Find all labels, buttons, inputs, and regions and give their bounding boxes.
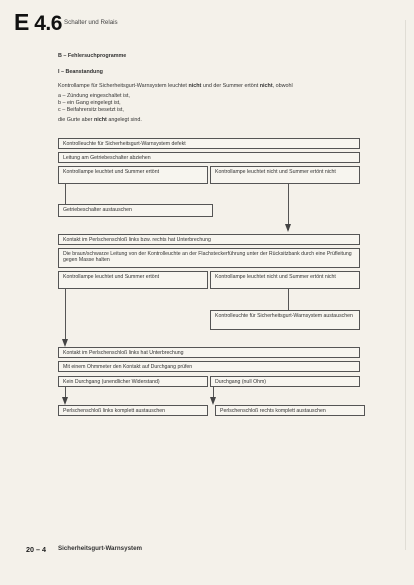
flow-box-lamp-on-1: Kontrollampe leuchtet und Summer ertönt — [58, 166, 208, 184]
section-code — [14, 9, 62, 36]
flow-box-replace-switch: Getriebeschalter austauschen — [58, 204, 213, 217]
page-margin-rule — [405, 20, 406, 550]
section-title: Schalter und Relais — [64, 19, 118, 26]
condition-b: b – ein Gang eingelegt ist, — [58, 100, 121, 106]
flow-box-left-interruption: Kontakt im Perlschenschloß links hat Unterbrechung — [58, 347, 360, 358]
flow-connector — [288, 289, 289, 310]
complaint-text-mid: und der Summer ertönt — [201, 83, 260, 89]
flow-box-lamp-off-1: Kontrollampe leuchtet nicht und Summer ertönt nicht — [210, 166, 360, 184]
section-code-letter: E — [14, 9, 29, 35]
footer-title: Sicherheitsgurt-Warnsystem — [58, 545, 143, 552]
flow-box-lamp-on-2: Kontrollampe leuchtet und Summer ertönt — [58, 271, 208, 289]
flow-box-test-lead: Die braun/schwarze Leitung von der Kontrolleuchte an der Flachsteckerführung unter der Rücksitzbank durch eine Prüfleitung gegen Masse halten — [58, 248, 360, 268]
section-code-number: 4.6 — [34, 12, 62, 35]
arrow-down-icon — [62, 397, 68, 405]
flow-box-replace-left-buckle: Perlschenschloß links komplett austauschen — [58, 405, 208, 416]
page-number: 20 – 4 — [26, 545, 46, 554]
condition-d-pre: die Gurte aber — [58, 117, 94, 123]
complaint-nicht-1: nicht — [188, 83, 202, 89]
flow-box-defect: Kontrolleuchte für Sicherheitsgurt-Warnsystem defekt — [58, 138, 360, 149]
arrow-down-icon — [210, 397, 216, 405]
flow-box-no-continuity: Kein Durchgang (unendlicher Widerstand) — [58, 376, 208, 387]
condition-d — [58, 117, 142, 124]
condition-c: c – Beifahrersitz besetzt ist, — [58, 107, 124, 113]
complaint-line — [58, 83, 293, 90]
flow-box-interruption: Kontakt im Perlschenschloß links bzw. rechts hat Unterbrechung — [58, 234, 360, 245]
arrow-down-icon — [285, 224, 291, 232]
flow-box-replace-right-buckle: Perlschenschloß rechts komplett austauschen — [215, 405, 365, 416]
flow-box-replace-lamp: Kontrolleuchte für Sicherheitsgurt-Warnsystem austauschen — [210, 310, 360, 330]
flow-box-lamp-off-2: Kontrollampe leuchtet nicht und Summer ertönt nicht — [210, 271, 360, 289]
flow-box-ohmmeter: Mit einem Ohmmeter den Kontakt auf Durchgang prüfen — [58, 361, 360, 372]
flow-connector — [65, 289, 66, 342]
flow-connector — [65, 184, 66, 204]
condition-d-post: angelegt sind. — [106, 117, 142, 123]
complaint-text-post: , obwohl — [272, 83, 293, 89]
arrow-down-icon — [62, 339, 68, 347]
section-heading: B – Fehlersuchprogramme — [58, 53, 127, 59]
complaint-nicht-2: nicht — [259, 83, 273, 89]
complaint-text-pre: Kontrollampe für Sicherheitsgurt-Warnsystem leuchtet — [58, 83, 189, 89]
flow-box-continuity: Durchgang (null Ohm) — [210, 376, 360, 387]
complaint-heading: I – Beanstandung — [58, 69, 103, 75]
condition-d-bold: nicht — [93, 117, 107, 123]
flow-box-unplug: Leitung am Getriebeschalter abziehen — [58, 152, 360, 163]
condition-a: a – Zündung eingeschaltet ist, — [58, 93, 130, 99]
